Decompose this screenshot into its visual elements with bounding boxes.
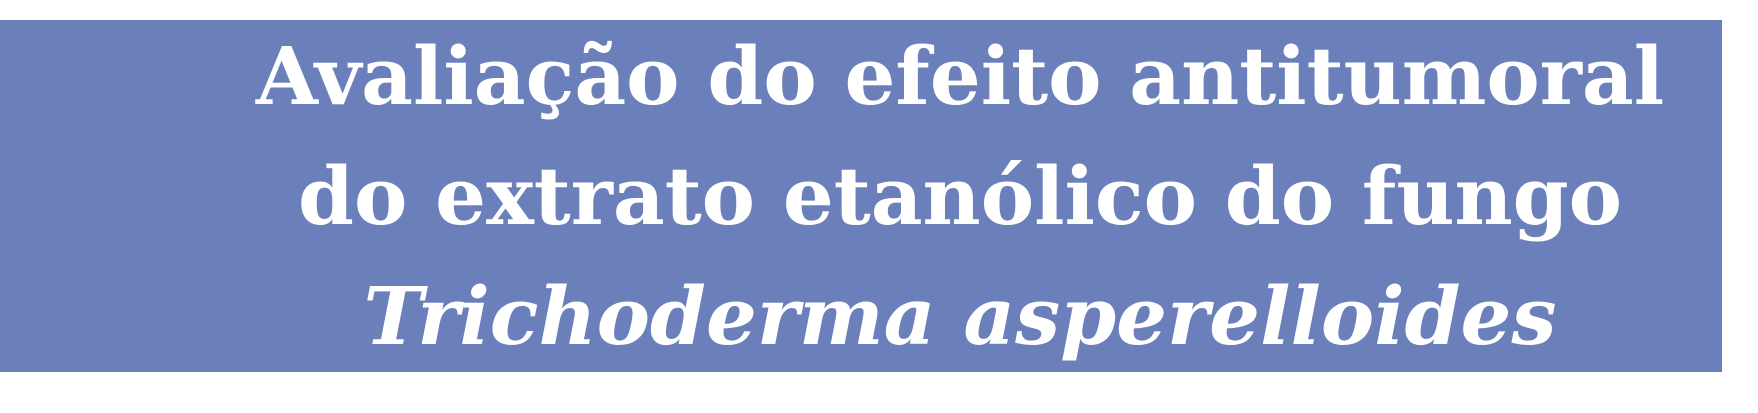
title-line-2: do extrato etanólico do fungo: [298, 149, 1622, 243]
title-line-1: Avaliação do efeito antitumoral: [255, 29, 1665, 123]
document-title: [210, 20, 1710, 372]
title-line-species: Trichoderma asperelloides: [363, 269, 1557, 363]
